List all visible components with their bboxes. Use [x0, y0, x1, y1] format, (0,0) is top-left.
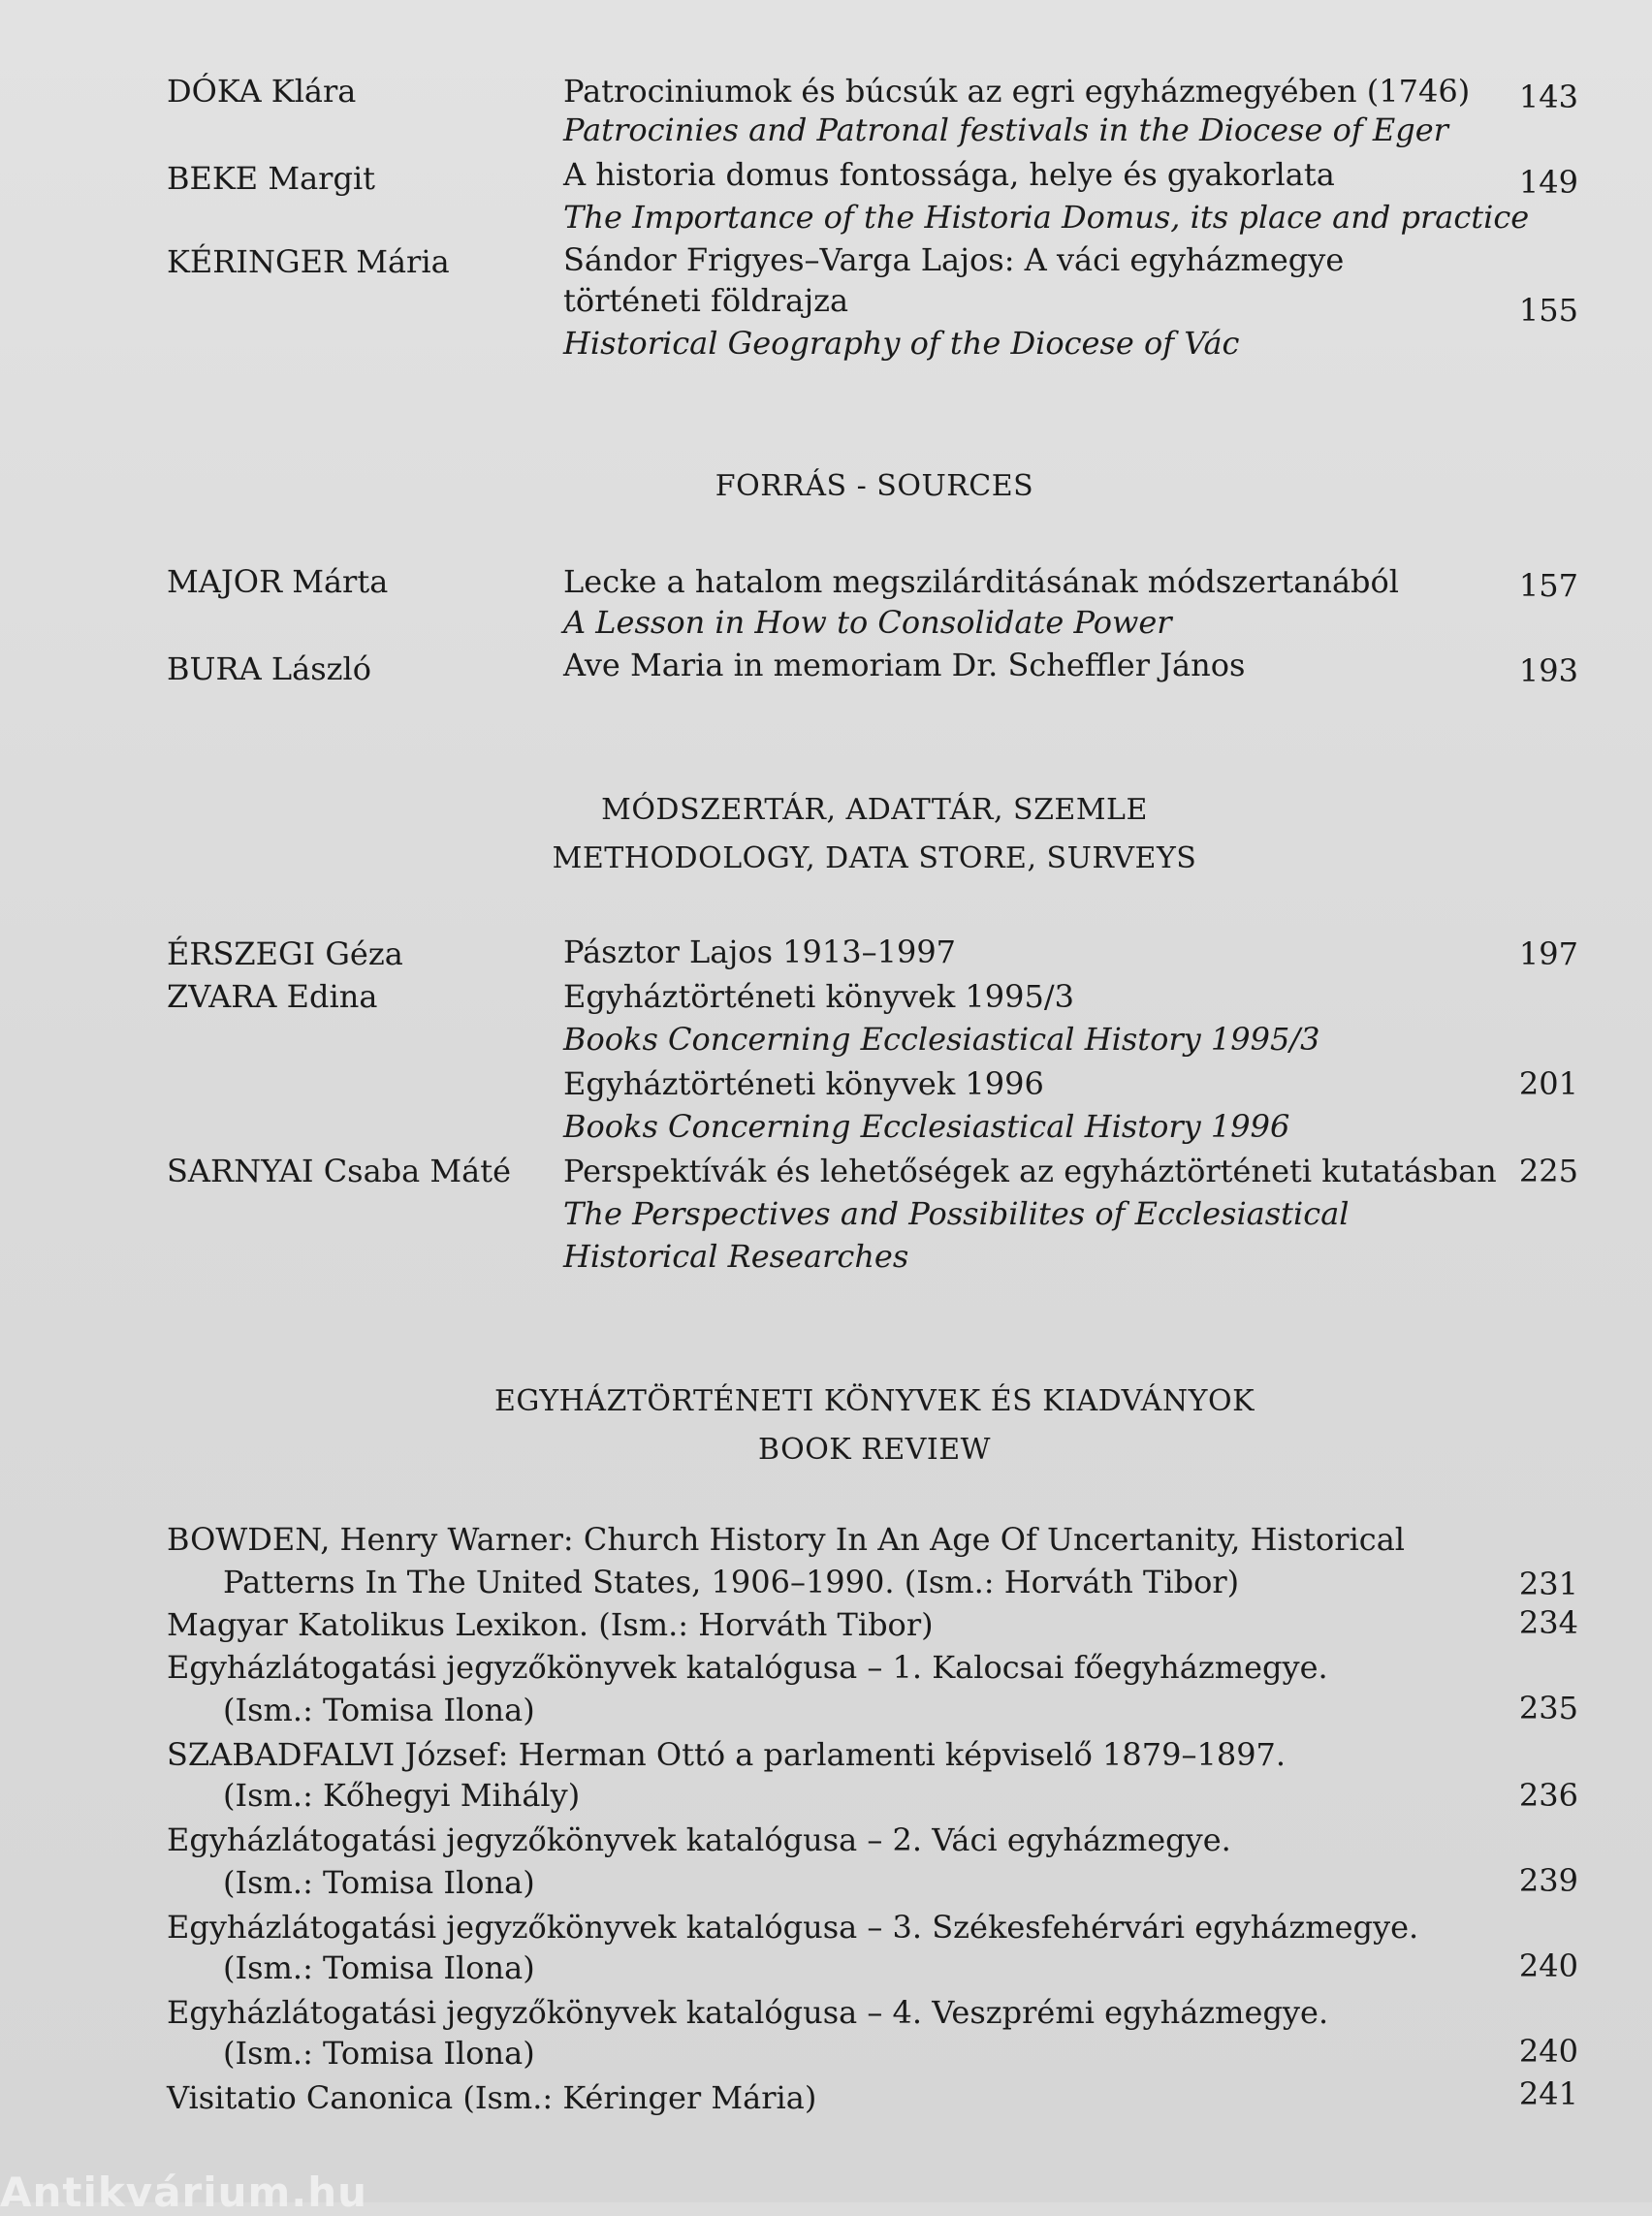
title-konyvek-1995: Egyháztörténeti könyvek 1995/3	[563, 978, 1074, 1015]
page-number: 155	[1518, 292, 1578, 329]
page-number: 241	[1518, 2075, 1578, 2112]
book-szekesfehervar-line1: Egyházlátogatási jegyzőkönyvek katalógusa – 3. Székesfehérvári egyházmegye.	[167, 1909, 1419, 1946]
title-pasztor: Pásztor Lajos 1913–1997	[563, 934, 957, 970]
book-veszprem-line1: Egyházlátogatási jegyzőkönyvek katalógusa – 4. Veszprémi egyházmegye.	[167, 1994, 1329, 2031]
section-heading-methodology-hu: MÓDSZERTÁR, ADATTÁR, SZEMLE	[601, 793, 1148, 827]
title-ave-maria: Ave Maria in memoriam Dr. Scheffler János	[563, 647, 1246, 683]
watermark: Antikvárium.hu	[0, 2169, 368, 2216]
author-keringer: KÉRINGER Mária	[167, 243, 450, 280]
book-szabadfalvi-line2: (Ism.: Kőhegyi Mihály)	[223, 1777, 581, 1814]
book-bowden-line2: Patterns In The United States, 1906–1990. (Ism.: Horváth Tibor)	[223, 1564, 1240, 1600]
author-beke: BEKE Margit	[167, 160, 376, 197]
page-number: 235	[1518, 1690, 1578, 1726]
section-heading-methodology-en: METHODOLOGY, DATA STORE, SURVEYS	[552, 841, 1197, 875]
page-number: 236	[1518, 1777, 1578, 1814]
page-number: 201	[1518, 1065, 1578, 1102]
title-en-patrocinies: Patrocinies and Patronal festivals in the Diocese of Eger	[563, 111, 1448, 148]
title-historia-domus: A historia domus fontossága, helye és gyakorlata	[563, 156, 1335, 193]
book-vaci-line2: (Ism.: Tomisa Ilona)	[223, 1864, 535, 1901]
title-en-lesson: A Lesson in How to Consolidate Power	[563, 604, 1172, 641]
section-heading-forras: FORRÁS - SOURCES	[715, 469, 1034, 503]
title-en-historia-domus: The Importance of the Historia Domus, its place and practice	[563, 199, 1530, 236]
title-en-books-1995: Books Concerning Ecclesiastical History 1995/3	[563, 1021, 1320, 1058]
page-number: 240	[1518, 1947, 1578, 1984]
page-number: 157	[1518, 567, 1578, 604]
book-szekesfehervar-line2: (Ism.: Tomisa Ilona)	[223, 1949, 535, 1986]
book-lexikon: Magyar Katolikus Lexikon. (Ism.: Horváth Tibor)	[167, 1606, 934, 1643]
book-kalocsai-line2: (Ism.: Tomisa Ilona)	[223, 1692, 535, 1728]
page-number: 234	[1518, 1604, 1578, 1641]
book-veszprem-line2: (Ism.: Tomisa Ilona)	[223, 2035, 535, 2072]
author-major: MAJOR Márta	[167, 563, 389, 600]
page-number: 225	[1518, 1153, 1578, 1189]
author-bura: BURA László	[167, 650, 371, 687]
title-vaci-line1: Sándor Frigyes–Varga Lajos: A váci egyházmegye	[563, 241, 1345, 278]
book-vaci-line1: Egyházlátogatási jegyzőkönyvek katalógusa – 2. Váci egyházmegye.	[167, 1821, 1231, 1858]
page-number: 143	[1518, 79, 1578, 115]
title-en-perspectives-line1: The Perspectives and Possibilites of Ecclesiastical	[563, 1195, 1350, 1232]
book-visitatio: Visitatio Canonica (Ism.: Kéringer Mária)	[167, 2079, 817, 2116]
page-number: 197	[1518, 935, 1578, 972]
page-number: 240	[1518, 2033, 1578, 2070]
author-sarnyai: SARNYAI Csaba Máté	[167, 1153, 512, 1189]
title-en-vac: Historical Geography of the Diocese of Vác	[563, 325, 1240, 362]
section-heading-books-hu: EGYHÁZTÖRTÉNETI KÖNYVEK ÉS KIADVÁNYOK	[494, 1384, 1255, 1418]
title-perspektivak: Perspektívák és lehetőségek az egyháztörténeti kutatásban	[563, 1153, 1497, 1189]
title-lecke: Lecke a hatalom megszilárditásának módszertanából	[563, 563, 1400, 600]
book-kalocsai-line1: Egyházlátogatási jegyzőkönyvek katalógusa – 1. Kalocsai főegyházmegye.	[167, 1649, 1328, 1686]
title-vaci-line2: történeti földrajza	[563, 282, 849, 319]
title-konyvek-1996: Egyháztörténeti könyvek 1996	[563, 1065, 1044, 1102]
title-en-perspectives-line2: Historical Researches	[563, 1238, 909, 1275]
page-number: 239	[1518, 1862, 1578, 1899]
section-heading-books-en: BOOK REVIEW	[758, 1433, 991, 1467]
page-number: 149	[1518, 164, 1578, 201]
author-erszegi: ÉRSZEGI Géza	[167, 935, 403, 972]
page-number: 193	[1518, 652, 1578, 689]
author-doka: DÓKA Klára	[167, 73, 357, 110]
title-en-books-1996: Books Concerning Ecclesiastical History 1996	[563, 1108, 1290, 1145]
page-number: 231	[1518, 1566, 1578, 1602]
title-patrociniumok: Patrociniumok és búcsúk az egri egyházmegyében (1746)	[563, 73, 1471, 110]
book-szabadfalvi-line1: SZABADFALVI József: Herman Ottó a parlamenti képviselő 1879–1897.	[167, 1736, 1287, 1773]
author-zvara: ZVARA Edina	[167, 978, 378, 1015]
book-bowden-line1: BOWDEN, Henry Warner: Church History In An Age Of Uncertanity, Historical	[167, 1521, 1406, 1558]
